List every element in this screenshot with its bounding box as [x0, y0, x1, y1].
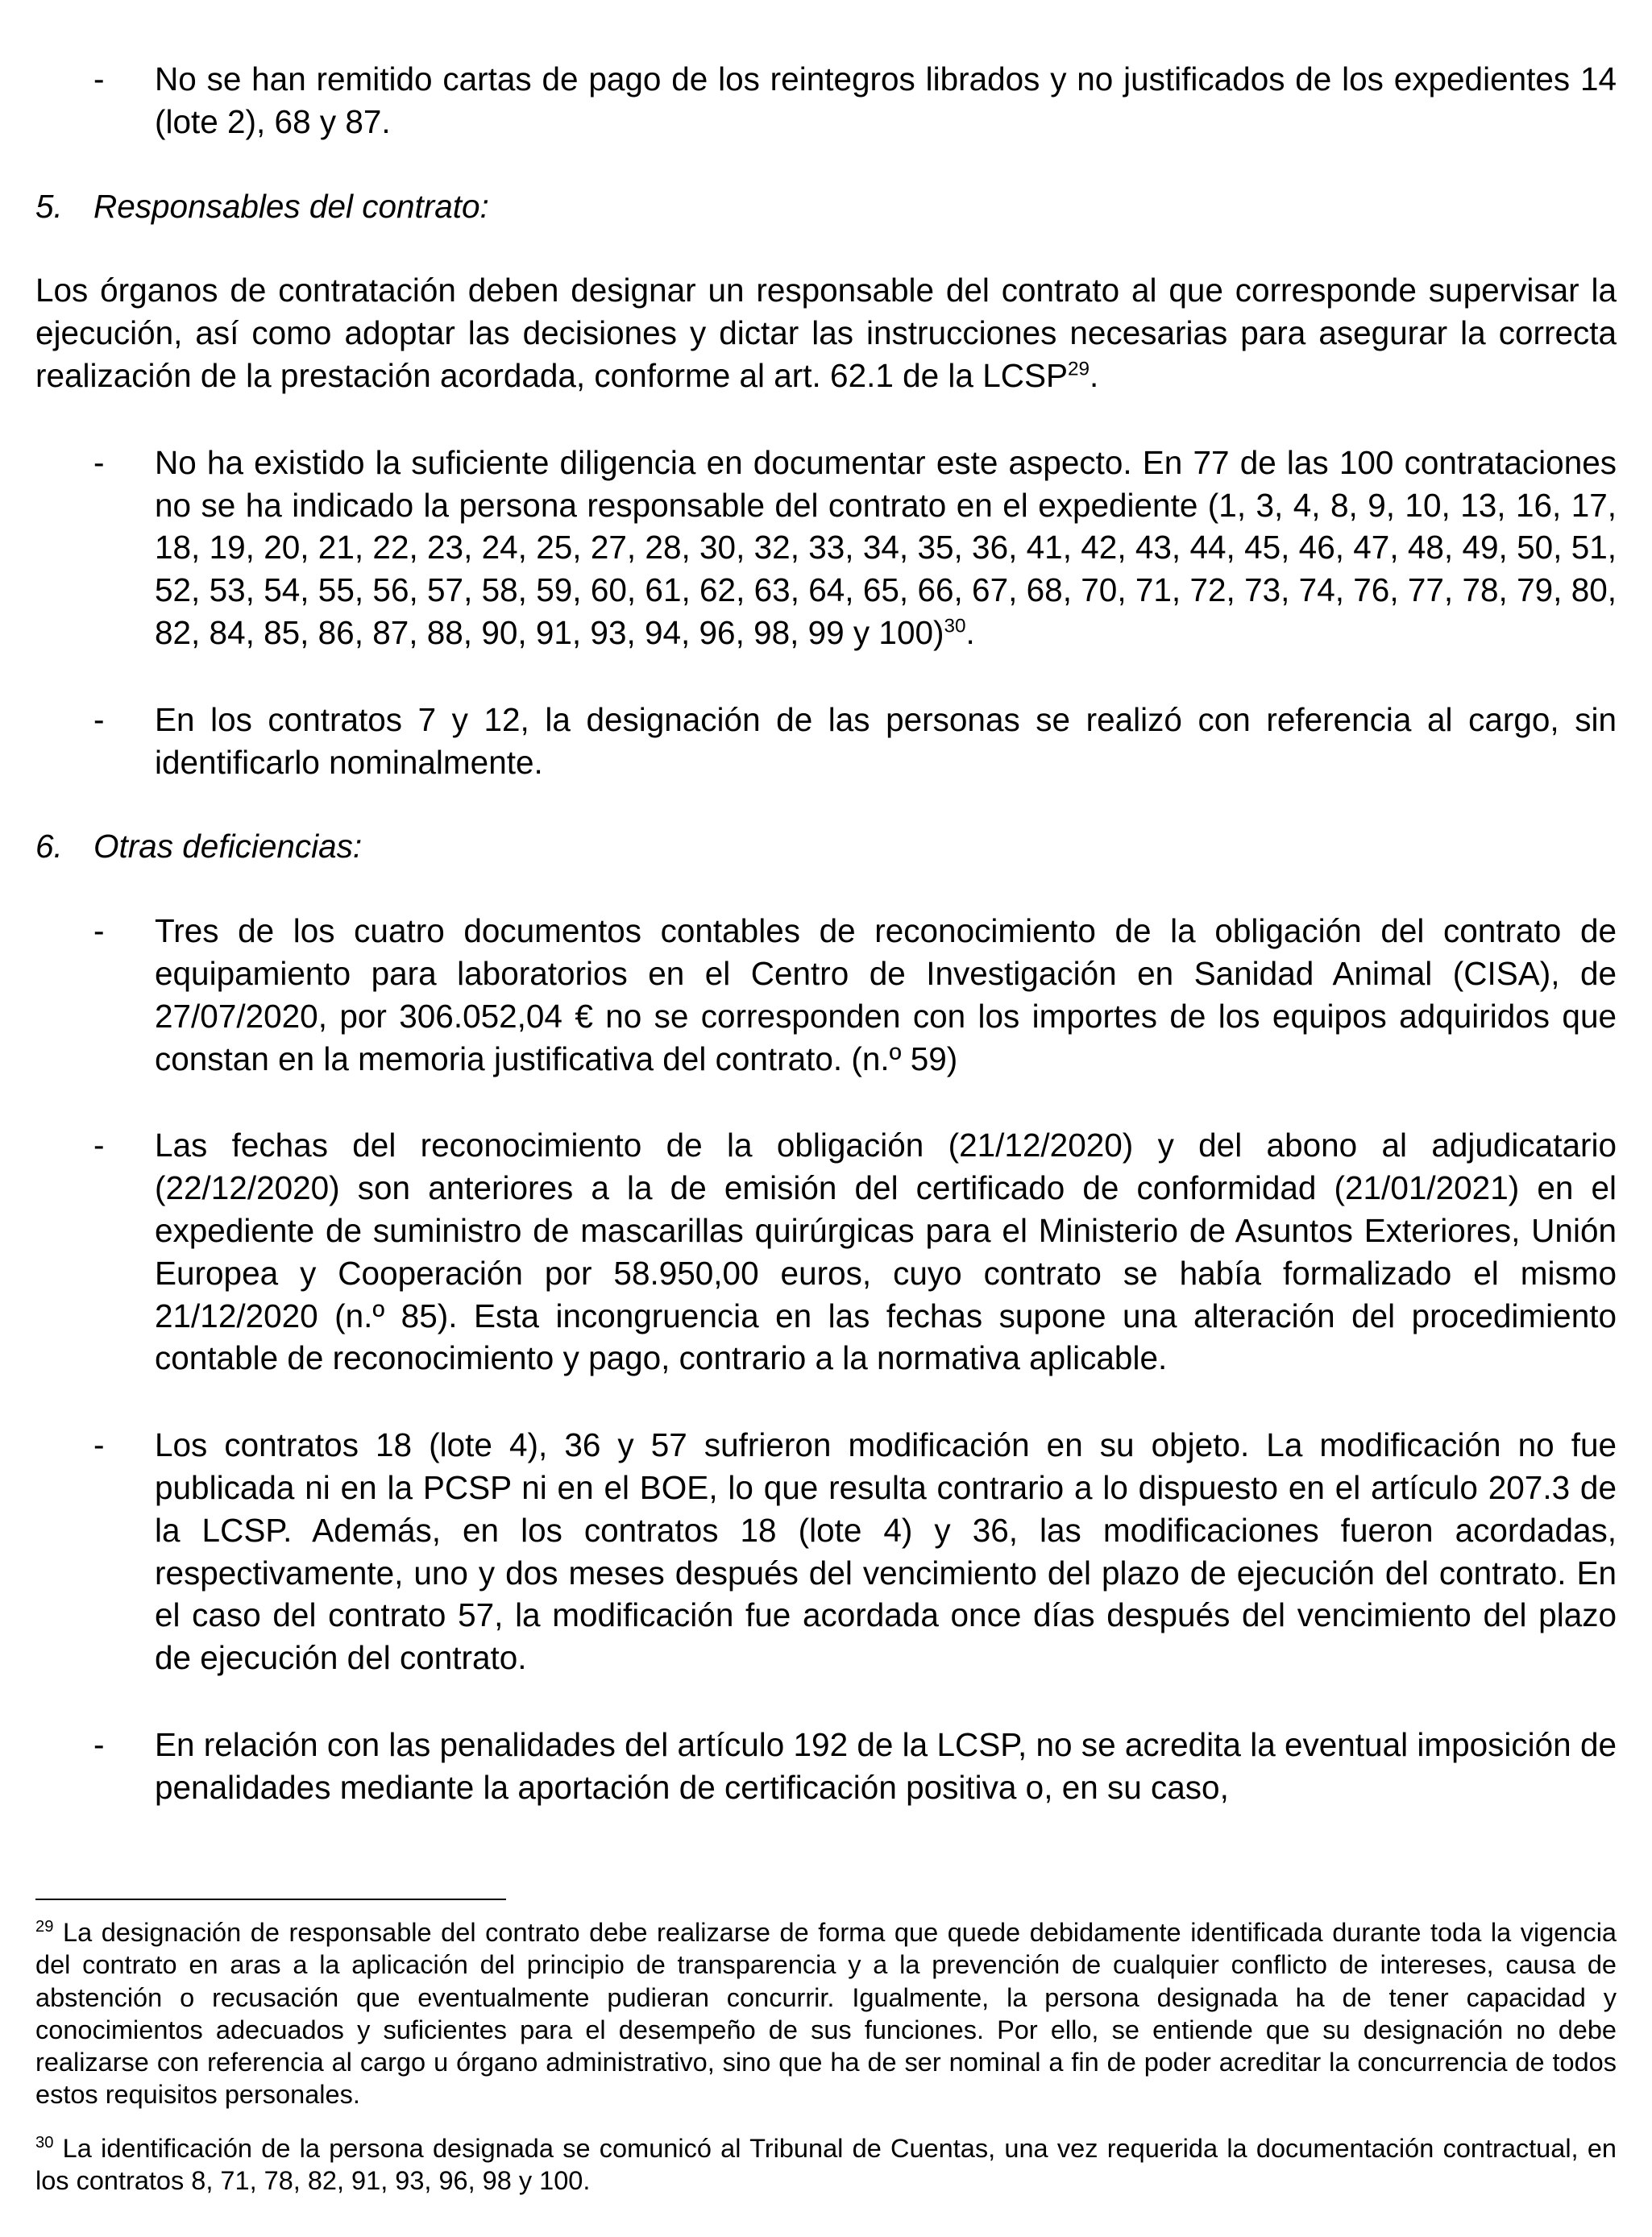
footnote-number: 30	[35, 2133, 54, 2152]
bullet-dash: -	[93, 700, 105, 738]
bullet-item	[35, 1424, 1617, 1679]
footnote-separator	[35, 1899, 506, 1900]
section-paragraph	[35, 269, 1617, 396]
bullet-item	[35, 1724, 1617, 1809]
paragraph-end: .	[1090, 356, 1099, 394]
document-page	[35, 58, 1617, 1809]
bullet-dash: -	[93, 60, 105, 98]
bullet-end: .	[965, 613, 975, 651]
bullet-text: En relación con las penalidades del artículo 192 de la LCSP, no se acredita la eventual imposición de penalidades mediante la aportación de certificación positiva o, en su caso,	[155, 1725, 1617, 1806]
footnote-29	[35, 1916, 1617, 2111]
footnote-ref-29[interactable]: 29	[1068, 358, 1090, 380]
footnotes	[35, 1916, 1617, 2197]
bullet-text: No ha existido la suficiente diligencia en documentar este aspecto. En 77 de las 100 contrataciones no se ha indicado la persona responsable del contrato en el expediente (1, 3, 4, 8, 9, 10, 13, 16, 17, 18, 19, 20, 21, 22, 23, 24, 25, 27, 28, 30, 32, 33, 34, 35, 36, 41, 42, 43, 44, 45, 46, 47, 48, 49, 50, 51, 52, 53, 54, 55, 56, 57, 58, 59, 60, 61, 62, 63, 64, 65, 66, 67, 68, 70, 71, 72, 73, 74, 76, 77, 78, 79, 80, 82, 84, 85, 86, 87, 88, 90, 91, 93, 94, 96, 98, 99 y 100)	[155, 443, 1617, 651]
bullet-dash: -	[93, 1426, 105, 1464]
bullet-item	[35, 442, 1617, 654]
section-number: 6.	[35, 828, 63, 865]
footnote-text: La identificación de la persona designada se comunicó al Tribunal de Cuentas, una vez requerida la documentación contractual, en los contratos 8, 71, 78, 82, 91, 93, 96, 98 y 100.	[35, 2133, 1617, 2196]
bullet-item	[35, 699, 1617, 784]
section-title: Otras deficiencias:	[93, 828, 363, 865]
bullet-dash: -	[93, 443, 105, 481]
section-title: Responsables del contrato:	[93, 187, 489, 225]
bullet-dash: -	[93, 1127, 105, 1164]
bullet-text: Los contratos 18 (lote 4), 36 y 57 sufrieron modificación en su objeto. La modificación no fue publicada ni en la PCSP ni en el BOE, lo que resulta contrario a lo dispuesto en el artículo 207.3 de la LCSP. Además, en los contratos 18 (lote 4) y 36, las modificaciones fueron acordadas, respectivamente, uno y dos meses después del vencimiento del plazo de ejecución del contrato. En el caso del contrato 57, la modificación fue acordada once días después del vencimiento del plazo de ejecución del contrato.	[155, 1426, 1617, 1677]
bullet-item	[35, 910, 1617, 1080]
footnote-30	[35, 2132, 1617, 2198]
bullet-dash: -	[93, 912, 105, 950]
bullet-item	[35, 58, 1617, 143]
bullet-dash: -	[93, 1725, 105, 1763]
footnote-number: 29	[35, 1918, 54, 1936]
bullet-text: En los contratos 7 y 12, la designación de las personas se realizó con referencia al cargo, sin identificarlo nominalmente.	[155, 700, 1617, 781]
bullet-text: No se han remitido cartas de pago de los reintegros librados y no justificados de los expedientes 14 (lote 2), 68 y 87.	[155, 60, 1617, 140]
bullet-item	[35, 1124, 1617, 1380]
bullet-text: Las fechas del reconocimiento de la obligación (21/12/2020) y del abono al adjudicatario (22/12/2020) son anteriores a la de emisión del certificado de conformidad (21/01/2021) en el expediente de suministro de mascarillas quirúrgicas para el Ministerio de Asuntos Exteriores, Unión Europea y Cooperación por 58.950,00 euros, cuyo contrato se había formalizado el mismo 21/12/2020 (n.º 85). Esta incongruencia en las fechas supone una alteración del procedimiento contable de reconocimiento y pago, contrario a la normativa aplicable.	[155, 1127, 1617, 1377]
footnote-text: La designación de responsable del contrato debe realizarse de forma que quede debidamente identificada durante toda la vigencia del contrato en aras a la aplicación del principio de transparencia y a la prevención de cualquier conflicto de intereses, causa de abstención o recusación que eventualmente pudieran concurrir. Igualmente, la persona designada ha de tener capacidad y conocimientos adecuados y suficientes para el desempeño de sus funciones. Por ello, se entiende que su designación no debe realizarse con referencia al cargo u órgano administrativo, sino que ha de ser nominal a fin de poder acreditar la concurrencia de todos estos requisitos personales.	[35, 1918, 1617, 2110]
section-heading	[35, 185, 1617, 228]
section-number: 5.	[35, 187, 63, 225]
section-heading	[35, 825, 1617, 868]
paragraph-text: Los órganos de contratación deben designar un responsable del contrato al que corresponde supervisar la ejecución, así como adoptar las decisiones y dictar las instrucciones necesarias para asegurar la correcta realización de la prestación acordada, conforme al art. 62.1 de la LCSP	[35, 272, 1617, 394]
footnote-ref-30[interactable]: 30	[944, 615, 966, 637]
bullet-text: Tres de los cuatro documentos contables de reconocimiento de la obligación del contrato de equipamiento para laboratorios en el Centro de Investigación en Sanidad Animal (CISA), de 27/07/2020, por 306.052,04 € no se corresponden con los importes de los equipos adquiridos que constan en la memoria justificativa del contrato. (n.º 59)	[155, 912, 1617, 1077]
